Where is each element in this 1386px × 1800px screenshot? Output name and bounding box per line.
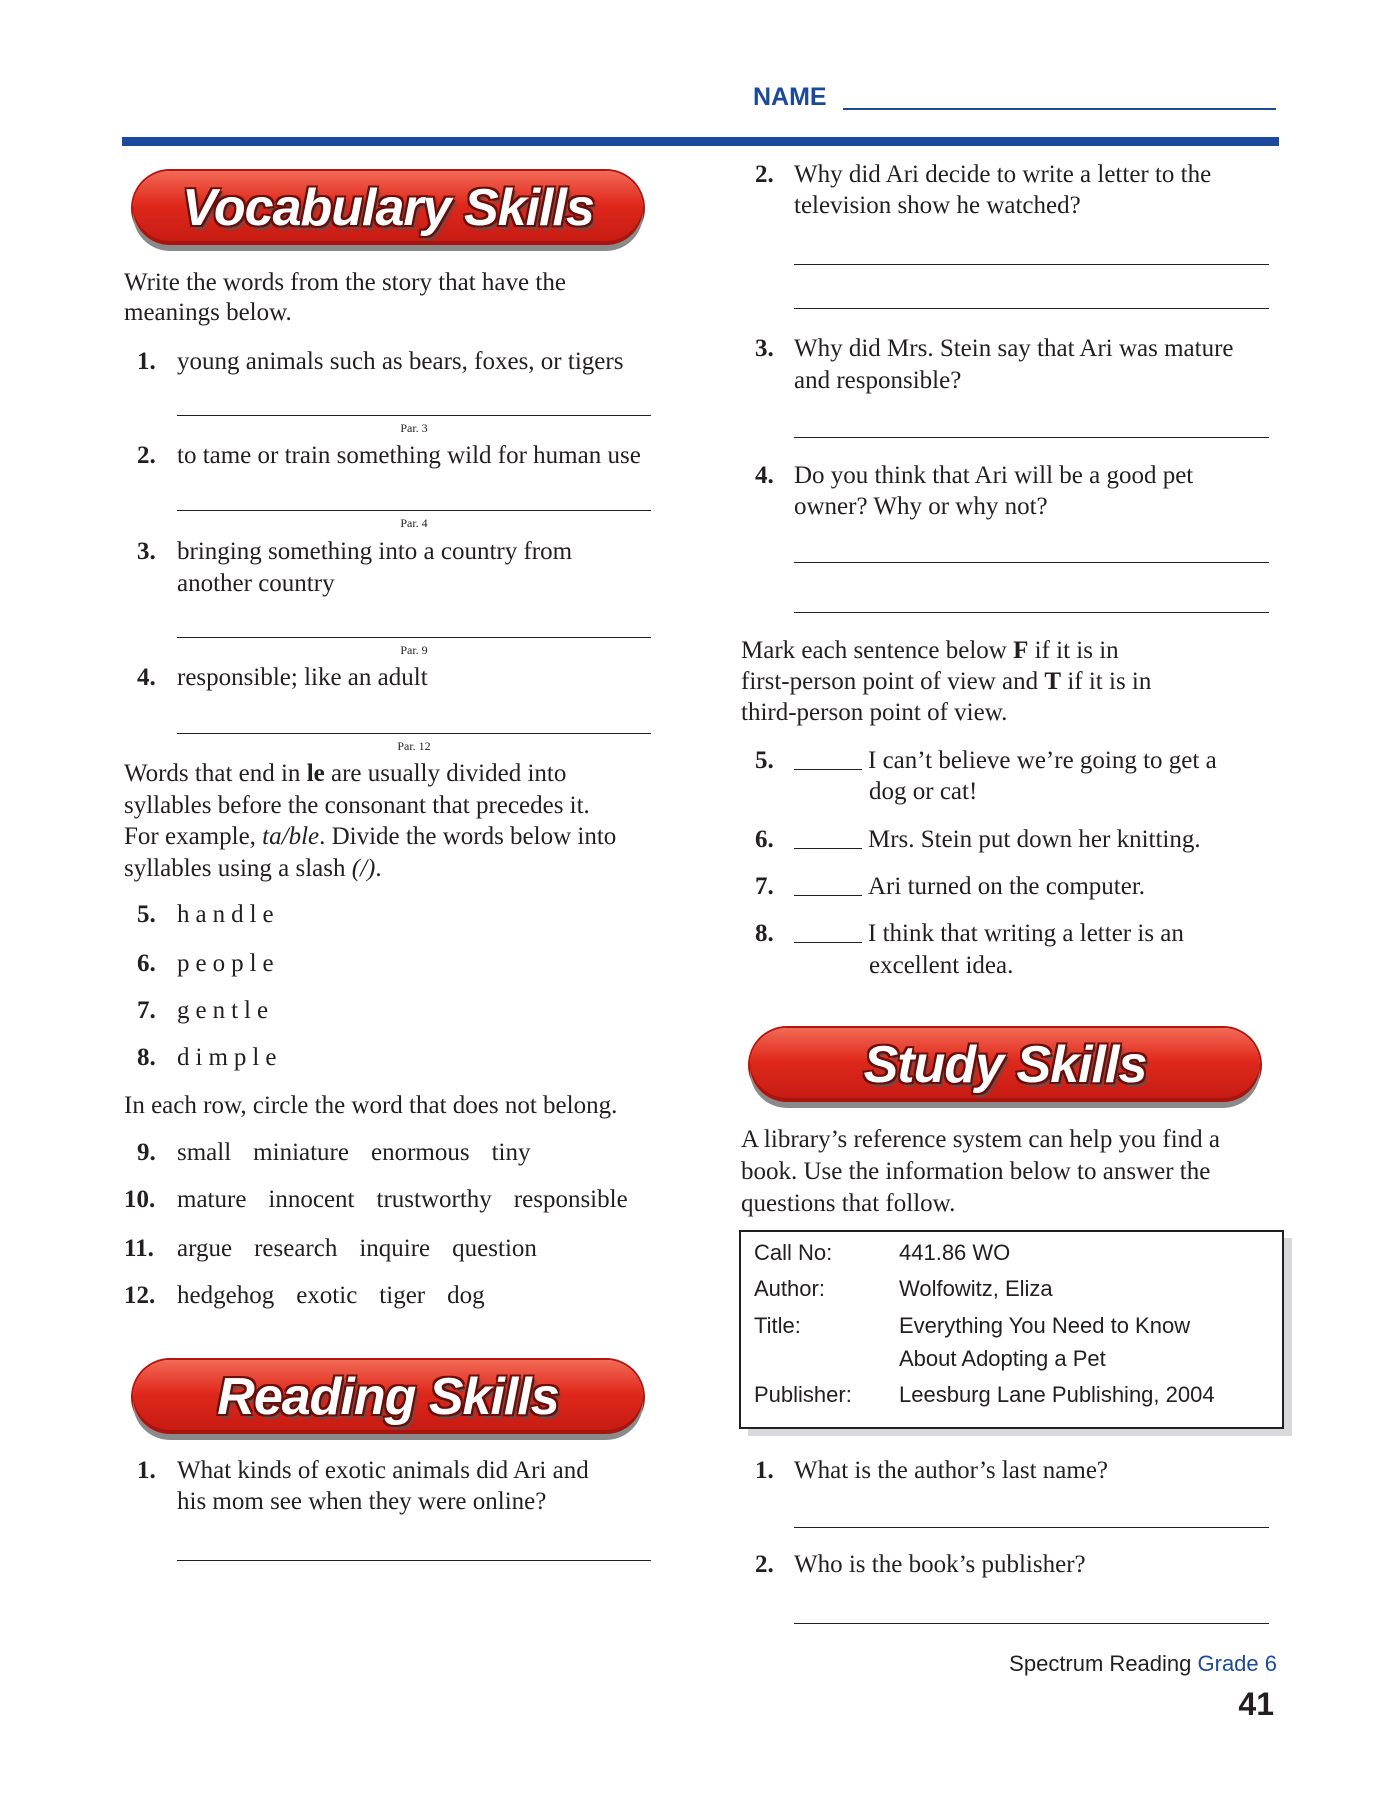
word-choice[interactable]: tiny — [491, 1139, 531, 1166]
text-italic: ta/ble — [262, 823, 320, 850]
word-choice[interactable]: enormous — [370, 1139, 470, 1166]
text-bold: le — [306, 760, 325, 787]
word-choice[interactable]: exotic — [296, 1282, 358, 1309]
answer-blank[interactable] — [794, 922, 862, 943]
pov-item — [794, 746, 1217, 776]
question-text: What kinds of exotic animals did Ari and — [177, 1457, 589, 1484]
text: if it is in — [1061, 668, 1152, 695]
word-choice[interactable]: responsible — [513, 1186, 628, 1213]
word-row — [177, 1138, 531, 1168]
card-label: Author: — [754, 1276, 825, 1301]
instruction-text: Write the words from the story that have the — [124, 269, 566, 296]
text-bold: T — [1044, 668, 1062, 695]
text: third-person point of view. — [741, 699, 1008, 726]
item-number: 1. — [137, 1457, 156, 1484]
answer-line[interactable] — [794, 562, 1269, 563]
reading-skills-banner — [133, 1360, 643, 1434]
text: are usually divided into — [324, 760, 567, 787]
item-number: 12. — [124, 1282, 156, 1309]
item-text: responsible; like an adult — [177, 664, 428, 691]
item-number: 2. — [755, 1551, 774, 1578]
sentence-text: excellent idea. — [869, 952, 1014, 979]
answer-blank[interactable] — [794, 828, 862, 849]
pov-item — [794, 919, 1184, 949]
text: syllables before the consonant that precedes it. — [124, 791, 590, 819]
word-choice[interactable]: question — [452, 1235, 537, 1262]
word-choice[interactable]: tiger — [379, 1282, 426, 1309]
question-text: What is the author’s last name? — [794, 1457, 1109, 1484]
word-choice[interactable]: small — [177, 1139, 232, 1166]
syllable-word: handle — [177, 901, 280, 928]
item-number: 4. — [755, 462, 774, 489]
header-rule — [122, 137, 1279, 146]
item-number: 2. — [755, 161, 774, 188]
item-text: bringing something into a country from — [177, 538, 573, 565]
study-skills-banner — [750, 1028, 1260, 1102]
word-choice[interactable]: trustworthy — [376, 1186, 492, 1213]
word-choice[interactable]: argue — [177, 1235, 233, 1262]
item-number: 10. — [124, 1186, 156, 1213]
sentence-text: dog or cat! — [869, 778, 978, 805]
paragraph-ref: Par. 3 — [400, 421, 428, 435]
name-input-line[interactable] — [843, 108, 1276, 110]
text: if it is in — [1028, 637, 1119, 664]
catalog-card — [739, 1230, 1284, 1429]
item-number: 4. — [137, 664, 156, 691]
item-number: 5. — [137, 901, 156, 928]
item-number: 5. — [755, 747, 774, 774]
word-choice[interactable]: innocent — [268, 1186, 355, 1213]
text-italic: (/) — [351, 854, 376, 882]
vocabulary-skills-banner — [133, 171, 643, 245]
card-value: Leesburg Lane Publishing, 2004 — [899, 1382, 1215, 1407]
item-number: 6. — [137, 950, 156, 977]
text: For example, — [124, 823, 263, 850]
answer-line[interactable] — [177, 637, 651, 638]
item-number: 11. — [124, 1235, 154, 1262]
answer-line[interactable] — [794, 437, 1269, 438]
word-row — [177, 1185, 628, 1215]
item-number: 9. — [137, 1139, 156, 1166]
question-text: owner? Why or why not? — [794, 493, 1048, 520]
question-text: Do you think that Ari will be a good pet — [794, 462, 1194, 489]
item-text: another country — [177, 570, 335, 597]
question-text: television show he watched? — [794, 192, 1081, 219]
item-number: 1. — [755, 1457, 774, 1484]
syllable-instructions — [124, 758, 616, 884]
item-text: young animals such as bears, foxes, or tigers — [177, 348, 624, 375]
item-text: to tame or train something wild for human use — [177, 442, 641, 469]
word-choice[interactable]: miniature — [253, 1139, 349, 1166]
answer-line[interactable] — [177, 733, 651, 734]
question-text: Why did Mrs. Stein say that Ari was mature — [794, 335, 1234, 362]
word-row — [177, 1281, 485, 1311]
answer-line[interactable] — [794, 264, 1269, 265]
question-text: Why did Ari decide to write a letter to the — [794, 161, 1212, 188]
text-bold: F — [1013, 637, 1029, 664]
text: Words that end in — [124, 760, 307, 787]
sentence-text: Mrs. Stein put down her knitting. — [868, 826, 1201, 853]
paragraph-ref: Par. 9 — [400, 643, 428, 657]
text: . Divide the words below into — [319, 823, 617, 850]
answer-blank[interactable] — [794, 749, 862, 770]
instruction-text: meanings below. — [124, 299, 292, 326]
series-name: Spectrum Reading — [1009, 1651, 1198, 1676]
card-label: Publisher: — [754, 1382, 852, 1407]
pov-item — [794, 825, 1201, 855]
item-number: 8. — [755, 920, 774, 947]
sentence-text: Ari turned on the computer. — [868, 873, 1146, 900]
card-value: Everything You Need to Know — [899, 1313, 1191, 1338]
card-value: About Adopting a Pet — [899, 1346, 1106, 1371]
answer-line[interactable] — [177, 415, 651, 416]
card-value: 441.86 WO — [899, 1240, 1011, 1265]
instruction-text: book. Use the information below to answer the — [741, 1158, 1211, 1185]
instruction-text: In each row, circle the word that does not belong. — [124, 1092, 618, 1119]
text: . — [375, 854, 382, 882]
word-choice[interactable]: mature — [177, 1186, 247, 1213]
pov-instructions — [741, 635, 1151, 728]
item-number: 7. — [755, 873, 774, 900]
question-text: Who is the book’s publisher? — [794, 1551, 1086, 1578]
item-number: 3. — [137, 538, 156, 565]
paragraph-ref: Par. 12 — [397, 739, 431, 753]
word-choice[interactable]: research — [254, 1235, 338, 1262]
card-label: Title: — [754, 1313, 801, 1338]
text: Mark each sentence below — [741, 637, 1014, 664]
text: first-person point of view and — [741, 668, 1045, 695]
sentence-text: I can’t believe we’re going to get a — [868, 747, 1217, 774]
word-choice[interactable]: inquire — [359, 1235, 431, 1262]
pov-item — [794, 872, 1145, 902]
item-number: 7. — [137, 997, 156, 1024]
answer-line[interactable] — [177, 510, 651, 511]
instruction-text: questions that follow. — [741, 1190, 956, 1217]
page-number: 41 — [1238, 1686, 1274, 1722]
answer-line[interactable] — [794, 1527, 1269, 1528]
banner-title: Vocabulary Skills — [182, 179, 594, 237]
text: syllables using a slash — [124, 854, 352, 882]
item-number: 1. — [137, 348, 156, 375]
syllable-word: people — [177, 950, 280, 977]
name-label: NAME — [753, 83, 827, 111]
answer-line[interactable] — [794, 308, 1269, 309]
item-number: 3. — [755, 335, 774, 362]
answer-line[interactable] — [177, 1560, 651, 1561]
question-text: his mom see when they were online? — [177, 1488, 547, 1515]
answer-line[interactable] — [794, 1623, 1269, 1624]
banner-title: Reading Skills — [217, 1368, 559, 1426]
question-text: and responsible? — [794, 367, 962, 394]
word-choice[interactable]: dog — [447, 1282, 485, 1309]
answer-blank[interactable] — [794, 875, 862, 896]
syllable-word: dimple — [177, 1044, 283, 1071]
banner-title: Study Skills — [863, 1036, 1147, 1094]
syllable-word: gentle — [177, 997, 275, 1024]
sentence-text: I think that writing a letter is an — [868, 920, 1184, 947]
answer-line[interactable] — [794, 612, 1269, 613]
grade-label: Grade 6 — [1197, 1651, 1277, 1676]
word-row — [177, 1234, 537, 1264]
card-label: Call No: — [754, 1240, 833, 1265]
item-number: 6. — [755, 826, 774, 853]
card-value: Wolfowitz, Eliza — [899, 1276, 1053, 1301]
item-number: 8. — [137, 1044, 156, 1071]
paragraph-ref: Par. 4 — [400, 516, 428, 530]
footer-series — [1009, 1649, 1277, 1679]
instruction-text: A library’s reference system can help you find a — [741, 1126, 1220, 1153]
word-choice[interactable]: hedgehog — [177, 1282, 275, 1309]
item-number: 2. — [137, 442, 156, 469]
